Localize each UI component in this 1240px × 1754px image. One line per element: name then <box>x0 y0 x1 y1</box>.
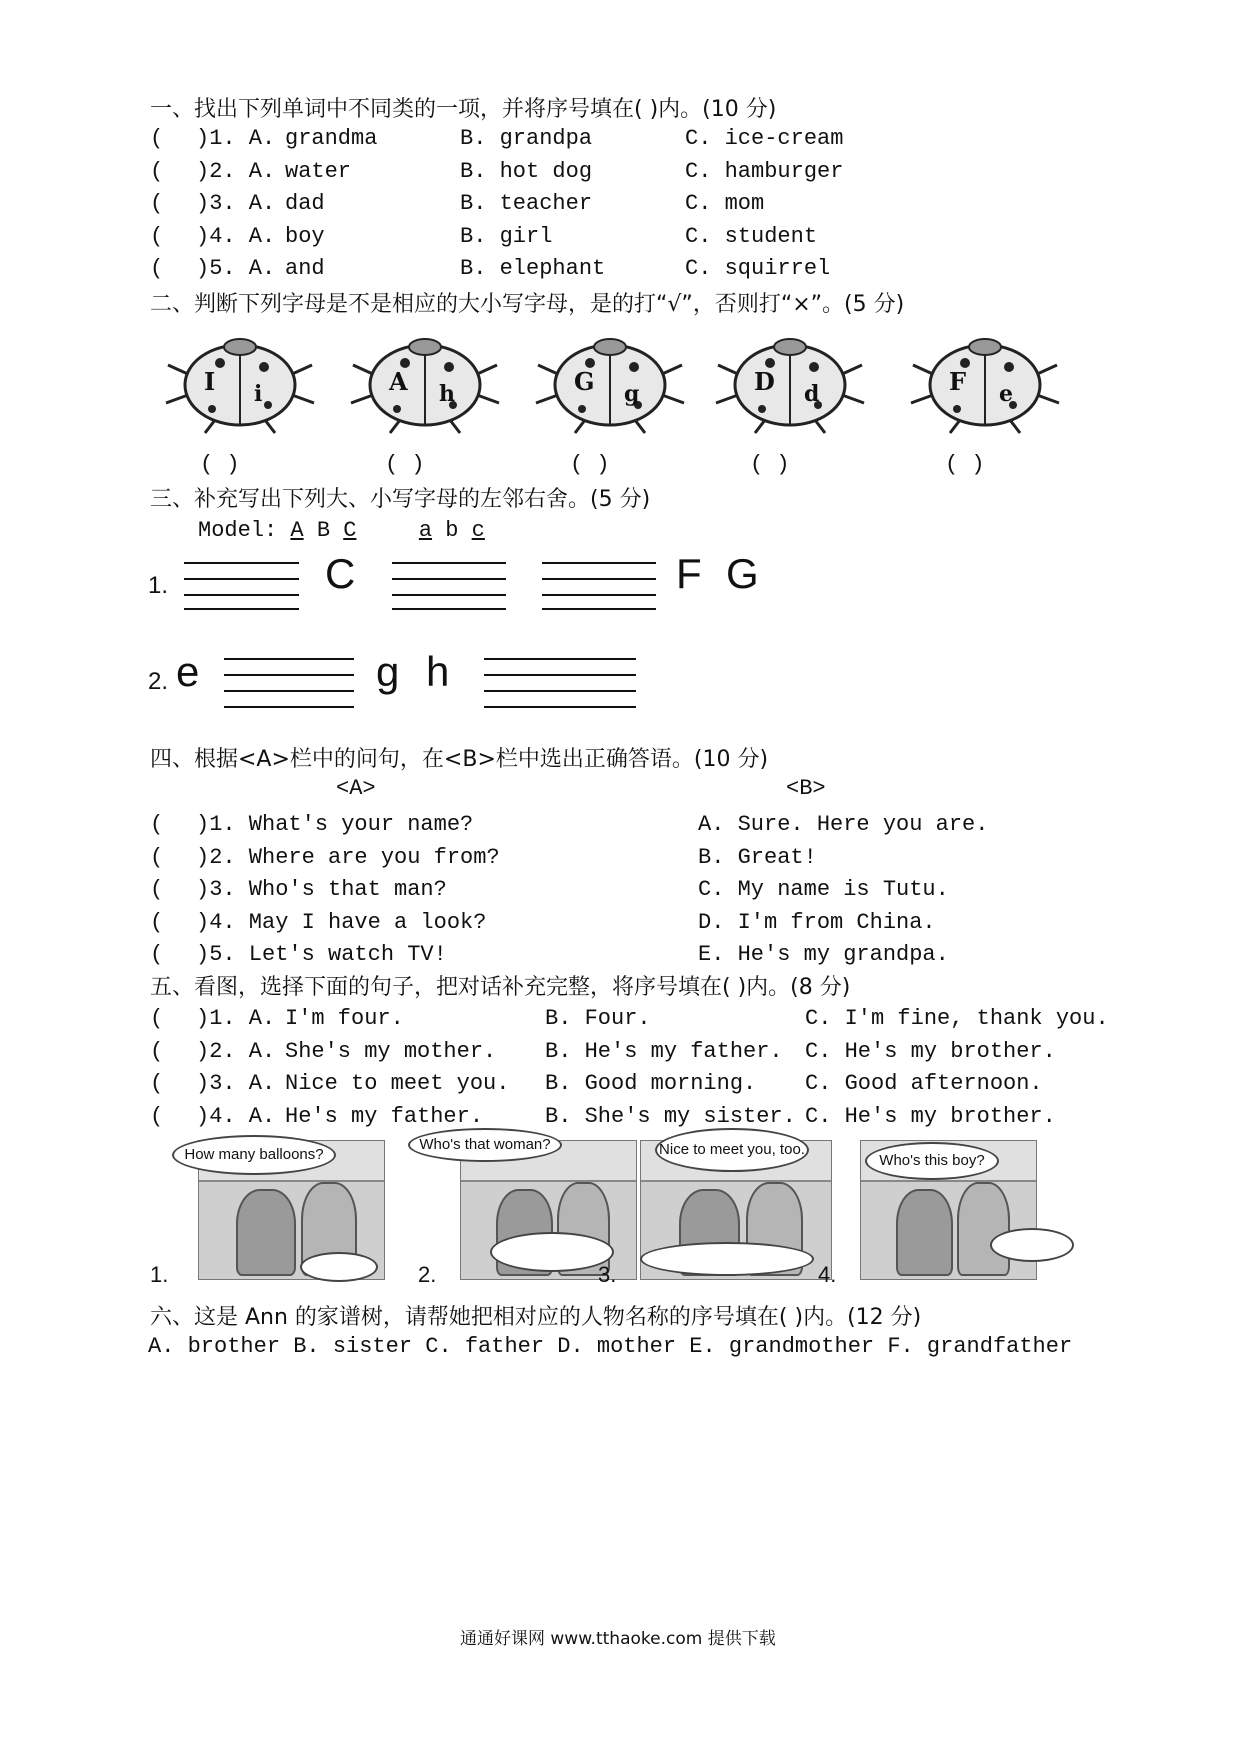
answer-blank[interactable]: ( ) <box>945 452 985 477</box>
writing-line[interactable] <box>392 594 506 596</box>
ladybug-uppercase: D <box>754 367 775 396</box>
option-b: B. hot dog <box>460 158 593 184</box>
question-item: )2. Where are you from? <box>196 844 500 870</box>
question-item: )5. Let's watch TV! <box>196 942 447 967</box>
model-lower-c: c <box>471 518 485 543</box>
question-item: )3. Who's that man? <box>196 877 447 902</box>
answer-blank[interactable]: ( <box>150 126 164 151</box>
row2-number: 2. <box>148 668 169 695</box>
ladybug-icon <box>710 325 870 435</box>
option-c: C. He's my brother. <box>805 1103 1056 1129</box>
option-b: B. He's my father. <box>545 1038 783 1064</box>
ladybug-uppercase: G <box>574 367 595 396</box>
answer-option: D. I'm from China. <box>698 909 936 935</box>
ladybug-lowercase: e <box>999 381 1013 407</box>
option-c: C. Good afternoon. <box>805 1071 1043 1096</box>
answer-blank[interactable]: ( ) <box>570 452 610 477</box>
writing-line[interactable] <box>484 706 636 708</box>
writing-line[interactable] <box>184 578 299 580</box>
empty-speech-bubble[interactable] <box>640 1242 814 1276</box>
question-number: )1. A. <box>196 1006 276 1031</box>
speech-bubble: Nice to meet you, too. <box>655 1128 809 1172</box>
speech-bubble: Who's this boy? <box>865 1142 999 1180</box>
section3-title: 三、补充写出下列大、小写字母的左邻右舍。(5 分) <box>150 487 651 512</box>
row2-letter-e: e <box>176 648 200 695</box>
answer-blank[interactable]: ( <box>150 191 164 216</box>
answer-blank[interactable]: ( <box>150 812 164 837</box>
writing-line[interactable] <box>224 658 354 660</box>
option-c: C. squirrel <box>685 256 831 281</box>
model-lower-a: a <box>418 518 433 543</box>
option-a: He's my father. <box>285 1103 484 1129</box>
answer-blank[interactable]: ( <box>150 877 164 902</box>
question-number: )4. A. <box>196 223 276 249</box>
ladybug-icon <box>345 325 505 435</box>
row1-letter-f: F <box>676 550 702 597</box>
option-a: I'm four. <box>285 1006 404 1031</box>
question-number: )3. A. <box>196 1071 276 1096</box>
ladybug-uppercase: F <box>949 367 967 396</box>
writing-line[interactable] <box>224 690 354 692</box>
ladybug-card <box>905 325 1065 435</box>
footer-credit: 通通好课网 www.tthaoke.com 提供下载 <box>460 1629 776 1649</box>
option-b: B. teacher <box>460 191 593 216</box>
writing-line[interactable] <box>392 562 506 564</box>
model-upper-c: C <box>343 518 357 543</box>
row2-letter-h: h <box>426 648 450 695</box>
answer-blank[interactable]: ( <box>150 942 164 967</box>
answer-blank[interactable]: ( <box>150 844 164 870</box>
picture-number: 1. <box>150 1262 169 1287</box>
section1-title: 一、找出下列单词中不同类的一项，并将序号填在( )内。(10 分) <box>150 97 777 122</box>
option-c: C. mom <box>685 191 765 216</box>
section2-title: 二、判断下列字母是不是相应的大小写字母，是的打“√”，否则打“×”。(5 分) <box>150 292 905 317</box>
ladybug-lowercase: i <box>254 381 263 407</box>
writing-line[interactable] <box>184 594 299 596</box>
empty-speech-bubble[interactable] <box>990 1228 1074 1262</box>
ladybug-card <box>345 325 505 435</box>
ladybug-lowercase: d <box>804 381 820 407</box>
model-line <box>198 518 485 543</box>
answer-blank[interactable]: ( <box>150 1103 164 1129</box>
writing-line[interactable] <box>542 578 656 580</box>
answer-blank[interactable]: ( <box>150 1071 164 1096</box>
option-b: B. girl <box>460 223 553 249</box>
question-number: )4. A. <box>196 1103 276 1129</box>
row1-letter-g: G <box>726 550 759 597</box>
answer-option: A. Sure. Here you are. <box>698 812 989 837</box>
ladybug-icon <box>905 325 1065 435</box>
answer-option: B. Great! <box>698 844 817 870</box>
picture-number: 4. <box>818 1262 837 1287</box>
question-item: )4. May I have a look? <box>196 909 487 935</box>
picture-number: 3. <box>598 1262 617 1287</box>
writing-line[interactable] <box>542 608 656 610</box>
ladybug-uppercase: I <box>204 367 216 396</box>
option-b: B. She's my sister. <box>545 1103 796 1129</box>
section4-title: 四、根据<A>栏中的问句，在<B>栏中选出正确答语。(10 分) <box>150 747 769 772</box>
speech-bubble: How many balloons? <box>172 1135 336 1175</box>
option-b: B. Good morning. <box>545 1071 757 1096</box>
answer-option: E. He's my grandpa. <box>698 942 949 967</box>
option-a: and <box>285 256 325 281</box>
writing-line[interactable] <box>484 690 636 692</box>
answer-blank[interactable]: ( <box>150 1038 164 1064</box>
empty-speech-bubble[interactable] <box>300 1252 378 1282</box>
model-upper-b: B <box>316 518 331 543</box>
option-c: C. student <box>685 223 818 249</box>
question-item: )1. What's your name? <box>196 812 474 837</box>
speech-bubble: Who's that woman? <box>408 1128 562 1162</box>
ladybug-lowercase: h <box>439 381 455 407</box>
writing-line[interactable] <box>184 562 299 564</box>
row1-letter-c: C <box>325 550 356 597</box>
answer-blank[interactable]: ( <box>150 909 164 935</box>
answer-option: C. My name is Tutu. <box>698 877 949 902</box>
writing-line[interactable] <box>542 594 656 596</box>
option-b: B. Four. <box>545 1006 651 1031</box>
option-a: boy <box>285 223 325 249</box>
writing-line[interactable] <box>392 578 506 580</box>
option-c: C. I'm fine, thank you. <box>805 1006 1109 1031</box>
column-b-label: <B> <box>786 776 826 801</box>
ladybug-card <box>710 325 870 435</box>
question-number: )5. A. <box>196 256 276 281</box>
option-b: B. elephant <box>460 256 606 281</box>
option-a: grandma <box>285 126 378 151</box>
ladybug-uppercase: A <box>389 367 408 396</box>
option-b: B. grandpa <box>460 126 593 151</box>
ladybug-icon <box>160 325 320 435</box>
picture-number: 2. <box>418 1262 437 1287</box>
writing-line[interactable] <box>484 674 636 676</box>
writing-line[interactable] <box>184 608 299 610</box>
option-c: C. He's my brother. <box>805 1038 1056 1064</box>
answer-blank[interactable]: ( <box>150 256 164 281</box>
column-a-label: <A> <box>336 776 376 801</box>
answer-blank[interactable]: ( ) <box>750 452 790 477</box>
question-number: )2. A. <box>196 1038 276 1064</box>
answer-blank[interactable]: ( <box>150 158 164 184</box>
option-c: C. ice-cream <box>685 126 844 151</box>
option-a: She's my mother. <box>285 1038 497 1064</box>
answer-blank[interactable]: ( <box>150 223 164 249</box>
ladybug-card <box>160 325 320 435</box>
answer-blank[interactable]: ( <box>150 1006 164 1031</box>
row1-number: 1. <box>148 572 169 599</box>
question-number: )2. A. <box>196 158 276 184</box>
writing-line[interactable] <box>392 608 506 610</box>
option-a: water <box>285 158 352 184</box>
writing-line[interactable] <box>484 658 636 660</box>
empty-speech-bubble[interactable] <box>490 1232 614 1272</box>
section6-title: 六、这是 Ann 的家谱树，请帮她把相对应的人物名称的序号填在( )内。(12 分) <box>150 1305 922 1330</box>
option-c: C. hamburger <box>685 158 844 184</box>
ladybug-lowercase: g <box>624 381 640 407</box>
row2-letter-g: g <box>376 648 400 695</box>
model-upper-a: A <box>290 518 304 543</box>
option-a: dad <box>285 191 325 216</box>
model-label: Model: <box>198 518 278 543</box>
question-number: )3. A. <box>196 191 276 216</box>
question-number: )1. A. <box>196 126 276 151</box>
ladybug-card <box>530 325 690 435</box>
answer-blank[interactable]: ( ) <box>385 452 425 477</box>
writing-line[interactable] <box>224 674 354 676</box>
ladybug-icon <box>530 325 690 435</box>
writing-line[interactable] <box>542 562 656 564</box>
section5-title: 五、看图，选择下面的句子，把对话补充完整，将序号填在( )内。(8 分) <box>150 975 851 1000</box>
answer-blank[interactable]: ( ) <box>200 452 240 477</box>
option-a: Nice to meet you. <box>285 1071 510 1096</box>
writing-line[interactable] <box>224 706 354 708</box>
family-options: A. brother B. sister C. father D. mother E. grandmother F. grandfather <box>148 1334 1073 1359</box>
model-lower-b: b <box>445 518 459 543</box>
